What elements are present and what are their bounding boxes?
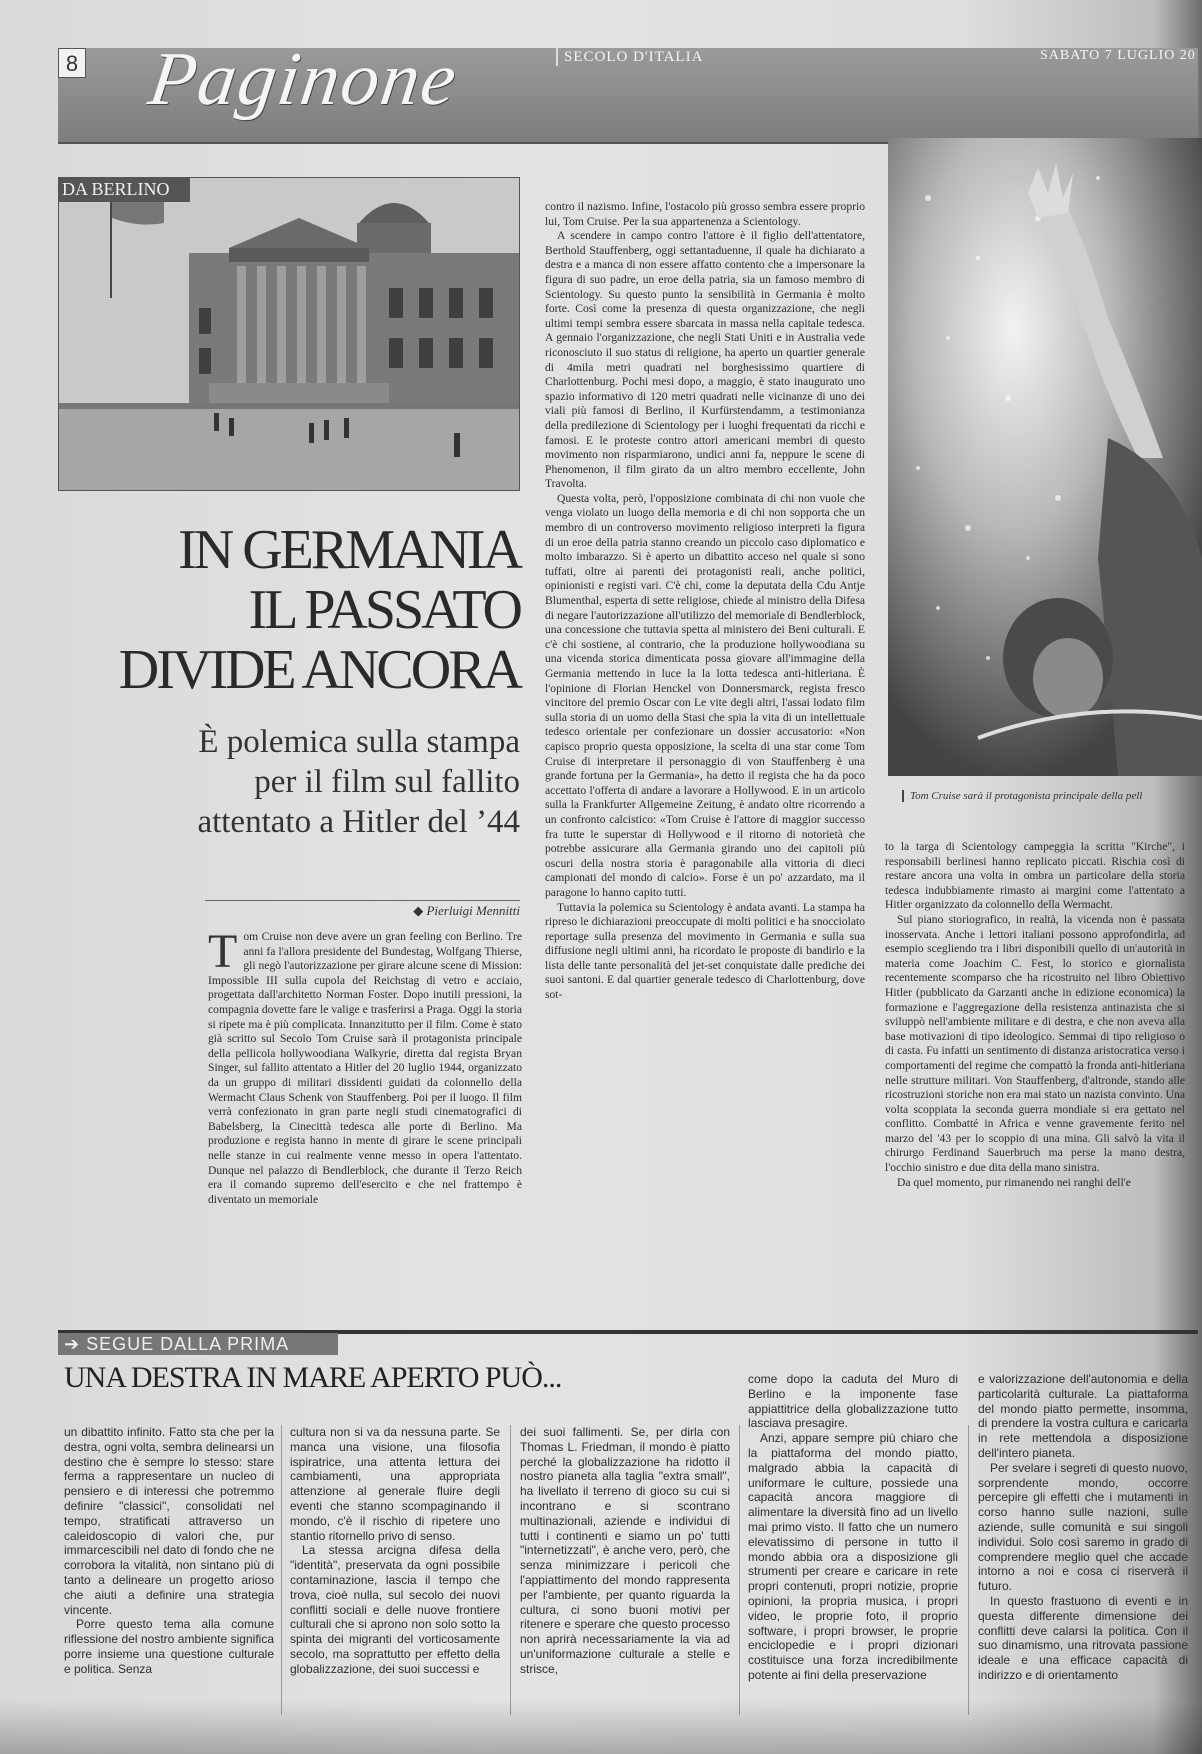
article-paragraph: Tuttavia la polemica su Scientology è andata avanti. La stampa ha ripreso le dichiarazioni preoccupate di molti politici e ha snocciolato reportage sulla presenza del movimento in Germania e sulla sua diffusione negli ultimi anni, ha ricordato le proposte di bandirlo e la lista delle tante personalità del jet-set conquistate dalle prediche dei suoi santoni. E dal quartier generale tedesco di Charlottenburg, dove sot- xyxy=(545,900,865,1002)
reichstag-photo xyxy=(58,177,520,491)
page-shadow xyxy=(0,1700,1202,1754)
kicker-label: DA BERLINO xyxy=(58,177,190,202)
article-paragraph: contro il nazismo. Infine, l'ostacolo più grosso sembra essere proprio lui, Tom Cruise. Per la sua appartenenza a Scientology. xyxy=(545,200,865,228)
article-column-3 xyxy=(885,840,1185,1280)
article-paragraph: to la targa di Scientology campeggia la scritta "Kirche", i responsabili berlinesi hanno replicato piccati. Rischia così di restare ancora una volta in ombra un particolare della storia tedesca indubbiamente rimasto ai margini come l'attentato a Hitler organizzato da colonnello della Wermacht. xyxy=(885,840,1185,912)
headline-line-2: IL PASSATO xyxy=(248,579,520,641)
article2-paragraph: cultura non si va da nessuna parte. Se manca una visione, una filosofia ispiratrice, una attenta lettura dei cambiamenti, una appropriata attenzione al generale fluire degli eventi che stanno scompaginando il mondo, c'è il rischio di ripetere uno stantio ritornello privo di senso. xyxy=(290,1425,500,1543)
article2-column-2 xyxy=(290,1425,500,1715)
headline-line-3: DIVIDE ANCORA xyxy=(118,639,520,701)
column-separator xyxy=(281,1425,282,1715)
segue-tag: ➔ SEGUE DALLA PRIMA xyxy=(58,1333,338,1355)
article-paragraph: A scendere in campo contro l'attore è il figlio dell'attentatore, Berthold Stauffenberg, oggi settantaduenne, il quale ha dichiarato a destra e a manca di non essere affatto contento che a impersonare la figura di suo padre, un eroe della patria, sia un famoso membro di Scientology. Su questo punto la sensibilità in Germania è molto forte. Così come la presenza di questa organizzazione, che negli ultimi tempi sembra essere sbarcata in massa nella capitale tedesca. A gennaio l'organizzazione, che negli Stati Uniti e in Australia vede riconosciuto il suo status di religione, ha aperto un quartier generale di 4mila metri quadrati nel borghesissimo quartiere di Charlottenburg. Pochi mesi dopo, a maggio, è stato inaugurato uno spazio informativo di 120 metri quadrati nelle vicinanze di uno dei viali più famosi di Berlino, il Kurfürstendamm, a testimonianza della predilezione di Scientology per i luoghi frequentati da ricchi e famosi. E le proteste contro attori americani membri di questo movimento non risparmiarono, undici anni fa, neppure le scene di Phenomenon, il film girato da un altro membro eccellente, John Travolta. xyxy=(545,229,865,491)
section-title: Paginone xyxy=(144,37,464,121)
article-paragraph: Da quel momento, pur rimanendo nei ranghi dell'e xyxy=(897,1175,1131,1189)
dropcap: T xyxy=(208,930,238,978)
byline-author: Pierluigi Mennitti xyxy=(426,903,520,918)
byline-marker-icon: ◆ xyxy=(413,903,427,918)
article-column-2 xyxy=(545,200,865,1280)
column-separator xyxy=(968,1425,969,1715)
article-paragraph: Sul piano storiografico, in realtà, la vicenda non è passata inosservata. Anche i lettori italiani possono approfondirla, ad esempio scegliendo tra i libri disponibili quello di un'autorità in materia come Joachim C. Fest, lo storico e giornalista recentemente scomparso che ha ricostruito nel libro Obiettivo Hitler (pubblicato da Garzanti anche in edizione economica) la formazione e l'aggregazione della resistenza antinazista che si sviluppò nell'ambiente militare e di destra, e che non aveva alla base motivazioni di tipo ideologico. Semmai di tipo religioso o di casta. Fu infatti un sentimento di distanza aristocratica verso i comportamenti del regime che compattò la fronda anti-hitleriana nelle strutture militari. Von Stauffenberg, d'altronde, stando alle ricostruzioni storiche non era mai stato un nazista convinto. Una volta scoppiata la seconda guerra mondiale si era gettato nel conflitto. Combatté in Africa e venne gravemente ferito nel marzo del '43 per lo scoppio di una mina. Gli salvò la vita il chirurgo Ferdinand Sauerbruch ma perse la mano destra, l'occhio sinistro e due dita della mano sinistra. xyxy=(885,912,1185,1175)
date-line: SABATO 7 LUGLIO 20 xyxy=(1040,48,1196,63)
article2-paragraph: Anzi, appare sempre più chiaro che la piattaforma del mondo piatto, malgrado abbia la capacità di uniformare le culture, possiede una capacità ancora maggiore di alimentare la diversità fino ad un livello mai primo visto. Il fatto che un numero elevatissimo di persone in tutto il mondo abbia ora a disposizione gli strumenti per creare e caricare in rete propri contenuti, propri notizie, proprie opinioni, la propria musica, i propri video, le proprie foto, il proprio software, i propri browser, le proprie enciclopedie e i propri dizionari costituisce una forza incredibilmente potente ai fini della preservazione xyxy=(748,1431,958,1682)
article2-column-3 xyxy=(520,1425,730,1715)
article2-paragraph: come dopo la caduta del Muro di Berlino e la imponente fase appiattitrice della globalizzazione tutto lasciava presagire. xyxy=(748,1372,958,1431)
article2-paragraph: dei suoi fallimenti. Se, per dirla con Thomas L. Friedman, il mondo è piatto perché la globalizzazione ha ridotto il nostro pianeta alla taglia "extra small", ha livellato il terreno di gioco su cui si incontrano e si scontrano multinazionali, aziende e individui di tutti i continenti e siamo un po' tutti "internetizzati", è anche vero, però, che senza minimizzare i pericoli che l'appiattimento del mondo rappresenta per l'ambiente, per quanto riguarda la cultura, ci sono buoni motivi per ritenere e sperare che questo processo non aprirà necessariamente la via ad un'uniformazione culturale a stelle e strisce, xyxy=(520,1425,730,1676)
article2-paragraph: un dibattito infinito. Fatto sta che per la destra, ogni volta, sembra delinearsi un destino che è sempre lo stesso: stare ferma a rappresentare un nucleo di pensiero e di interessi che potremmo definire "classici", consolidati nel tempo, stratificati attraverso un caleidoscopio di valori che, pur immarcescibili nel dato di fondo che ne corrobora la vitalità, non sintano più di tanto a delineare un progetto arioso che aiuti a definire una strategia vincente. xyxy=(64,1425,274,1617)
headline xyxy=(60,520,520,700)
subheadline-line-3: attentato a Hitler del ’44 xyxy=(197,804,520,840)
article-paragraph: Questa volta, però, l'opposizione combinata di chi non vuole che venga violato un luogo della memoria e di chi non sopporta che un membro di un controverso movimento religioso interpreti la figura di un eroe della patria stanno creando un piccolo caso diplomatico e molto imbarazzo. Si è aperto un dibattito acceso nel quale si sono tuffati, oltre ai parenti dei protagonisti reali, anche politici, opinionisti e registi vari. C'è chi, come la deputata della Cdu Antje Blumenthal, esperta di sette religiose, chiede al ministro della Difesa di negare l'autorizzazione all'utilizzo del memoriale di Bendlerblock, una concessione che tuttavia spetta al ministero dei Beni culturali. E c'è chi sostiene, al contrario, che la produzione hollywoodiana su una vicenda storica dimenticata possa giovare all'immagine della Germania mettendo in luce la la lotta tedesca anti-hitleriana. È l'opinione di Florian Henckel von Donnersmarck, regista fresco vincitore del premio Oscar con Le vite degli altri, l'assai lodato film sulla storia di un uomo della Stasi che spia la vita di un intellettuale tedesco orientale per confezionare un dossier accusatorio: «Non capisco proprio questa opposizione, la scelta di una star come Tom Cruise di interpretare il personaggio di von Stauffenberg è una grande fortuna per la Germania», ha detto il regista che ha da poco accettato l'offerta di andare a lavorare a Hollywood. E in un articolo sulla la Frankfurter Allgemeine Zeitung, è andato oltre ricorrendo a un confronto calcistico: «Tom Cruise è l'attore di maggior successo fra tutte le superstar di Hollywood e il ritorno di notorietà che potrebbe assicurare alla Germania girando uno dei capitoli più oscuri della nostra storia è paragonabile alla vittoria di dieci campionati del mondo di calcio». Forse è un po' azzardato, ma il paragone lo hanno capito tutti. xyxy=(545,491,865,899)
tom-cruise-photo xyxy=(888,138,1202,776)
water-scene-illustration xyxy=(888,138,1202,776)
subheadline-line-2: per il film sul fallito xyxy=(254,764,520,800)
article-column-1 xyxy=(208,930,522,1300)
article2-paragraph: In questo frastuono di eventi e in questa differente dimensione dei conflitti deve calarsi la politica. Con il suo dinamismo, una ritrovata passione ideale e una efficace capacità di indirizzo e di orientamento xyxy=(978,1593,1188,1682)
column-separator xyxy=(739,1425,740,1715)
page-number: 8 xyxy=(58,48,86,78)
column-separator xyxy=(510,1425,511,1715)
photo-caption: Tom Cruise sarà il protagonista principale della pell xyxy=(902,790,1202,802)
article2-column-5 xyxy=(978,1372,1188,1715)
article2-paragraph: Per svelare i segreti di questo nuovo, sorprendente mondo, occorre percepire gli effetti che i mutamenti in corso hanno sulle nazioni, sulle aziende, sulle comunità e sui singoli individui. Solo così saremo in grado di comprendere meglio quel che accade intorno a noi e cosa ci riserverà il futuro. xyxy=(978,1460,1188,1594)
subheadline xyxy=(60,722,520,842)
article2-paragraph: e valorizzazione dell'autonomia e della particolarità culturale. La piattaforma del mondo piatto permette, insomma, di prendere la vostra cultura e caricarla in rete mettendola a disposizione dell'intero pianeta. xyxy=(978,1372,1188,1460)
headline-line-1: IN GERMANIA xyxy=(178,519,520,581)
article-paragraph: om Cruise non deve avere un gran feeling con Berlino. Tre anni fa l'allora presidente del Bundestag, Wolfgang Thierse, gli negò l'autorizzazione per girare alcune scene di Mission: Impossible III sulla cupola del Reichstag di vetro e acciaio, progettata dall'architetto Norman Foster. Dopo inutili pressioni, la compagnia dovette fare le valige e trasferirsi a Praga. Oggi la storia si ripete ma è più complicata. Innanzitutto per il film. Come è stato già scritto sul Secolo Tom Cruise sarà il protagonista principale della pellicola hollywoodiana Walkyrie, diretta dal regista Bryan Singer, sul fallito attentato a Hitler del 20 luglio 1944, organizzato da un gruppo di militari dissidenti guidati da colonnello della Wermacht Claus Schenk von Stauffenberg. Poi per il luogo. Il film verrà confezionato in gran parte negli studi cinematografici di Babelsberg, la Cinecittà tedesca alle porte di Berlino. Ma produzione e regista hanno in mente di girare le scene principali nelle stanze in cui realmente venne messo in opera l'attentato. Dunque nel palazzo di Bendlerblock, che durante il Terzo Reich era il comando supremo dell'esercito e che nel frattempo è diventato un memoriale xyxy=(208,930,522,1206)
article2-column-4 xyxy=(748,1372,958,1715)
article2-column-1 xyxy=(64,1425,274,1715)
byline xyxy=(205,900,520,919)
reichstag-building-illustration xyxy=(59,178,520,491)
article2-title: UNA DESTRA IN MARE APERTO PUÒ... xyxy=(64,1361,562,1394)
article2-paragraph: Porre questo tema alla comune riflessione del nostro ambiente significa porre insieme una questione culturale e politica. Senza xyxy=(64,1617,274,1676)
article2-paragraph: La stessa arcigna difesa della "identità", preservata da ogni possibile contaminazione, lascia il tempo che trova, cioè nulla, sul secolo dei nuovi conflitti sociali e delle nuove frontiere culturali che si aprono non solo sotto la spinta dei migranti del vorticosamente secolo, ma soprattutto per effetto della globalizzazione, dei suoi successi e xyxy=(290,1543,500,1676)
subheadline-line-1: È polemica sulla stampa xyxy=(198,724,520,760)
masthead: SECOLO D'ITALIA xyxy=(556,48,703,66)
